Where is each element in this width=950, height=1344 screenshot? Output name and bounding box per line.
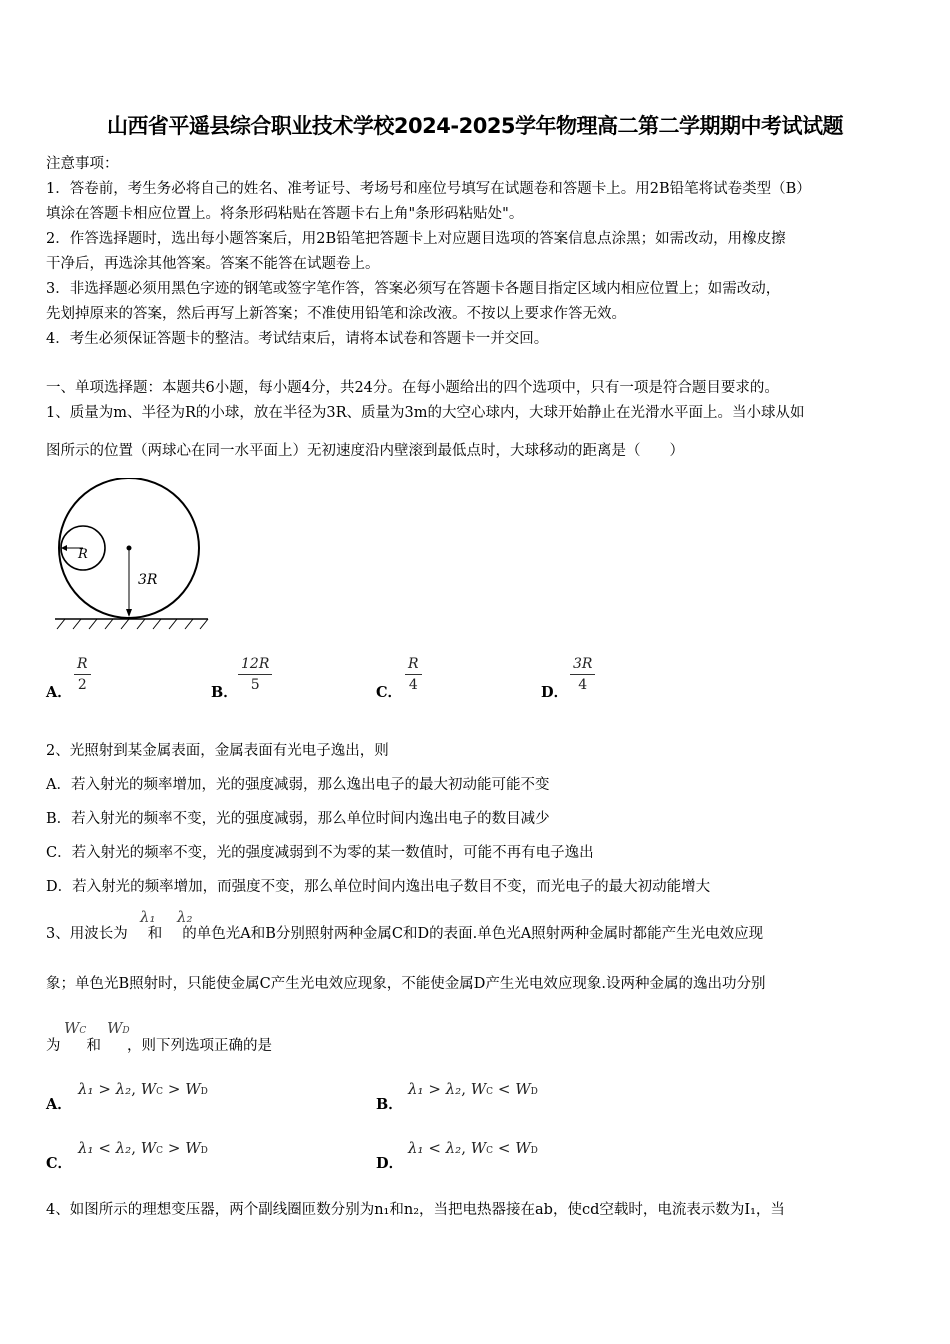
q1-option-label[interactable]: B． — [211, 684, 238, 701]
large-radius-label: 3R — [138, 572, 158, 588]
q3-option-a-expression: λ₁ > λ₂, WC > WD — [78, 1080, 208, 1098]
q1-stem-line1: 1、质量为m、半径为R的小球，放在半径为3R、质量为3m的大空心球内，大球开始静止在光滑水平面上。当小球从如 — [46, 405, 805, 421]
q1-option-label[interactable]: C． — [376, 684, 403, 701]
q3-option-label[interactable]: D． — [376, 1155, 404, 1172]
q1-option-label[interactable]: D． — [541, 684, 569, 701]
q1-figure — [50, 478, 220, 638]
q2-option-b[interactable]: B．若入射光的频率不变，光的强度减弱，那么单位时间内逸出电子的数目减少 — [46, 811, 550, 827]
q2-stem: 2、光照射到某金属表面，金属表面有光电子逸出，则 — [46, 743, 389, 759]
notice-line: 干净后，再选涂其他答案。答案不能答在试题卷上。 — [46, 256, 380, 272]
section-heading: 一、单项选择题：本题共6小题，每小题4分，共24分。在每小题给出的四个选项中，只有一项是符合题目要求的。 — [46, 380, 779, 396]
q4-stem-line1: 4、如图所示的理想变压器，两个副线圈匝数分别为n₁和n₂，当把电热器接在ab，使cd空载时，电流表示数为I₁，当 — [46, 1202, 785, 1218]
notice-line: 先划掉原来的答案，然后再写上新答案；不准使用铅笔和涂改液。不按以上要求作答无效。 — [46, 306, 626, 322]
wd-symbol: WD — [107, 1019, 130, 1037]
notice-line: 填涂在答题卡相应位置上。将条形码粘贴在答题卡右上角"条形码粘贴处"。 — [46, 206, 524, 222]
q3-option-label[interactable]: B． — [376, 1096, 403, 1113]
q1-option-b-fraction: $\frac{12R}{5}$ — [238, 656, 272, 693]
q3-option-label[interactable]: A． — [46, 1096, 72, 1113]
q2-option-d[interactable]: D．若入射光的频率增加，而强度不变，那么单位时间内逸出电子数目不变，而光电子的最大初动能增大 — [46, 879, 711, 895]
q1-option-c-fraction: $\frac{R}{4}$ — [405, 656, 422, 693]
q3-option-label[interactable]: C． — [46, 1155, 73, 1172]
q3-stem-line3: 为 和 ，则下列选项正确的是 — [46, 1038, 272, 1054]
q1-option-d-fraction: $\frac{3R}{4}$ — [570, 656, 595, 693]
q1-stem-line2: 图所示的位置（两球心在同一水平面上）无初速度沿内壁滚到最低点时，大球移动的距离是（ ） — [46, 443, 684, 459]
notice-line: 2．作答选择题时，选出每小题答案后，用2B铅笔把答题卡上对应题目选项的答案信息点涂黑；如需改动，用橡皮擦 — [46, 231, 786, 247]
notice-line: 3．非选择题必须用黑色字迹的钢笔或签字笔作答，答案必须写在答题卡各题目指定区域内相应位置上；如需改动， — [46, 281, 781, 297]
wc-symbol: WC — [64, 1019, 87, 1037]
q3-stem-line2: 象；单色光B照射时，只能使金属C产生光电效应现象，不能使金属D产生光电效应现象.设两种金属的逸出功分别 — [46, 976, 766, 992]
q3-option-c-expression: λ₁ < λ₂, WC > WD — [78, 1139, 208, 1157]
lambda1-symbol: λ₁ — [140, 908, 156, 926]
q3-stem-line1: 3、用波长为 和 的单色光A和B分别照射两种金属C和D的表面.单色光A照射两种金属时都能产生光电效应现 — [46, 926, 764, 942]
q1-option-label[interactable]: A． — [46, 684, 72, 701]
notice-line: 1．答卷前，考生务必将自己的姓名、准考证号、考场号和座位号填写在试题卷和答题卡上。用2B铅笔将试卷类型（B） — [46, 181, 811, 197]
q2-option-a[interactable]: A．若入射光的频率增加，光的强度减弱，那么逸出电子的最大初动能可能不变 — [46, 777, 550, 793]
lambda2-symbol: λ₂ — [177, 908, 193, 926]
notice-line: 4．考生必须保证答题卡的整洁。考试结束后，请将本试卷和答题卡一并交回。 — [46, 331, 549, 347]
q3-option-b-expression: λ₁ > λ₂, WC < WD — [408, 1080, 538, 1098]
q1-option-a-fraction: $\frac{R}{2}$ — [74, 656, 91, 693]
q3-option-d-expression: λ₁ < λ₂, WC < WD — [408, 1139, 538, 1157]
q2-option-c[interactable]: C．若入射光的频率不变，光的强度减弱到不为零的某一数值时，可能不再有电子逸出 — [46, 845, 594, 861]
page-title: 山西省平遥县综合职业技术学校2024-2025学年物理高二第二学期期中考试试题 — [106, 114, 844, 138]
notice-heading: 注意事项： — [46, 156, 119, 172]
small-radius-label: R — [78, 547, 88, 562]
